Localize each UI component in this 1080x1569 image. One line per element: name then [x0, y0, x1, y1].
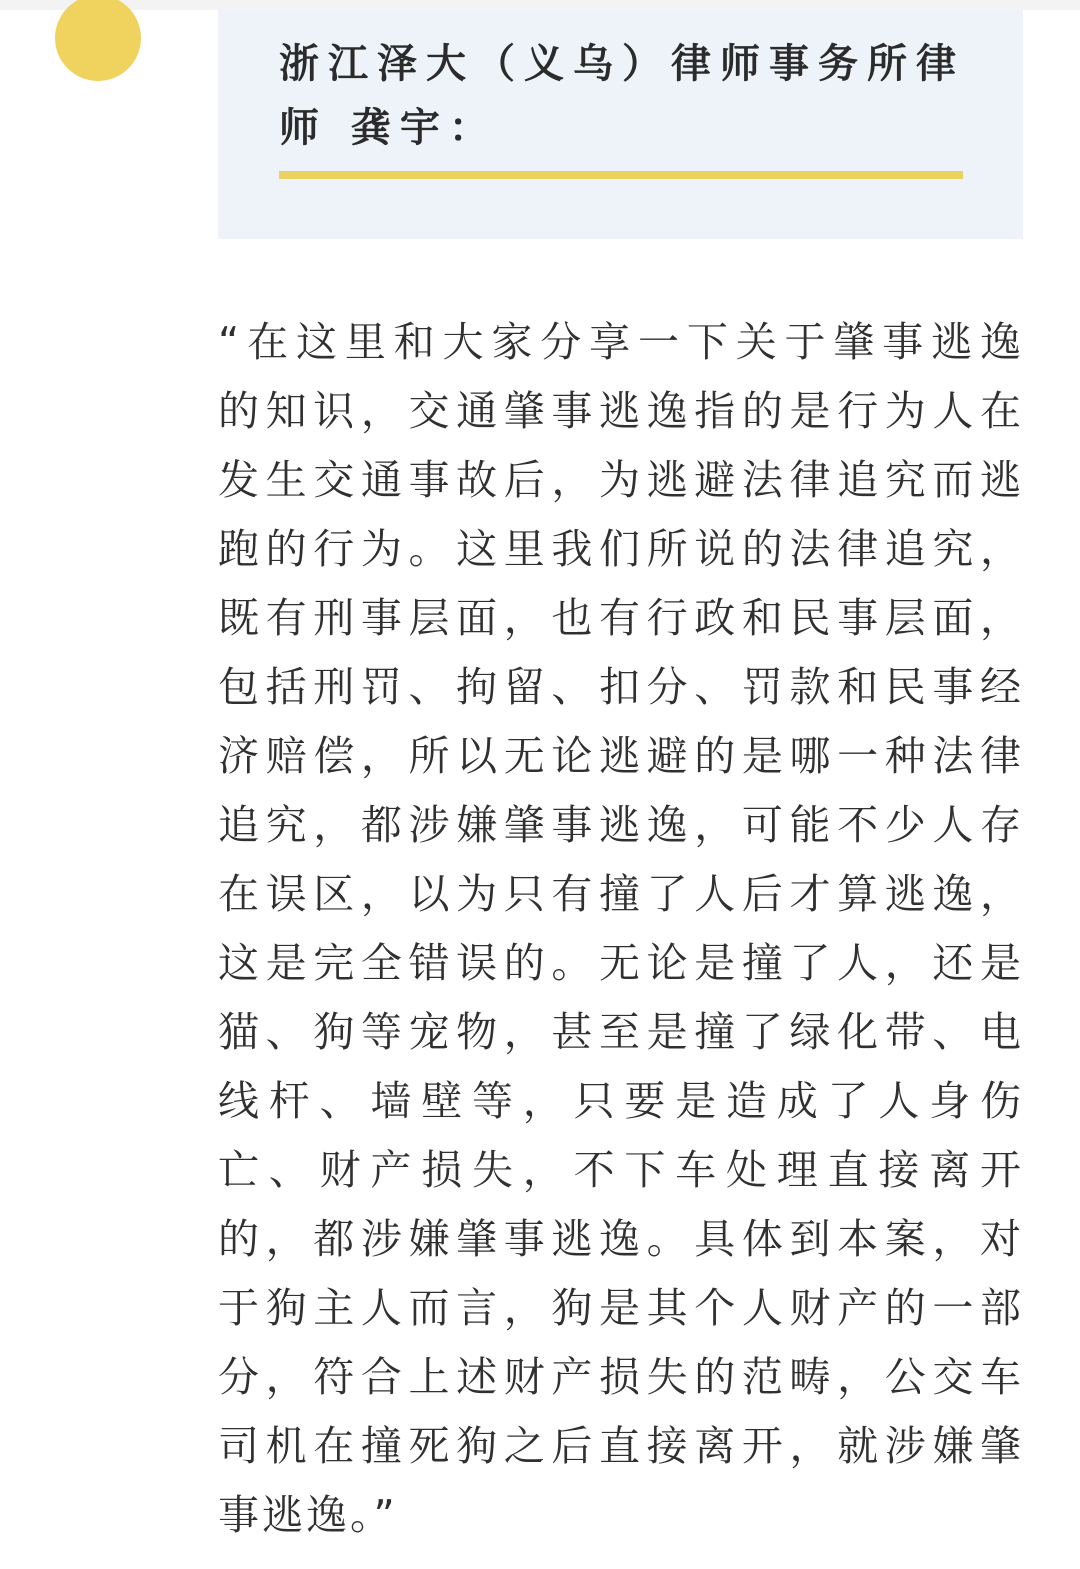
name-underline — [279, 171, 963, 179]
quote-line: 线杆、墙壁等，只要是造成了人身伤 — [218, 1077, 1024, 1125]
quote-line: 亡、财产损失，不下车处理直接离开 — [218, 1146, 1024, 1194]
decorative-circle — [55, 0, 141, 81]
quote-line: 的，都涉嫌肇事逃逸。具体到本案，对 — [218, 1215, 1024, 1263]
quote-line: 追究，都涉嫌肇事逃逸，可能不少人存 — [218, 801, 1024, 849]
quote-line: 在误区，以为只有撞了人后才算逃逸， — [218, 870, 1024, 918]
quote-line: 跑的行为。这里我们所说的法律追究， — [218, 525, 1024, 573]
speaker-name — [279, 32, 979, 160]
quote-line: 发生交通事故后，为逃避法律追究而逃 — [218, 456, 1024, 504]
top-edge — [0, 0, 1080, 10]
speaker-card — [218, 10, 1023, 239]
quote-line: “在这里和大家分享一下关于肇事逃逸 — [218, 318, 1024, 366]
quote-line: 分，符合上述财产损失的范畴，公交车 — [218, 1353, 1024, 1401]
quote-line: 包括刑罚、拘留、扣分、罚款和民事经 — [218, 663, 1024, 711]
quote-paragraph — [218, 308, 1024, 1550]
quote-line: 于狗主人而言，狗是其个人财产的一部 — [218, 1284, 1024, 1332]
quote-line: 的知识，交通肇事逃逸指的是行为人在 — [218, 387, 1024, 435]
quote-line: 既有刑事层面，也有行政和民事层面， — [218, 594, 1024, 642]
quote-line: 这是完全错误的。无论是撞了人，还是 — [218, 939, 1024, 987]
speaker-name-line-1: 浙江泽大（义乌）律师事务所律 — [279, 41, 965, 87]
speaker-name-line-2: 师 龚宇： — [279, 105, 498, 151]
quote-line: 司机在撞死狗之后直接离开，就涉嫌肇 — [218, 1422, 1024, 1470]
quote-line: 济赔偿，所以无论逃避的是哪一种法律 — [218, 732, 1024, 780]
quote-line: 猫、狗等宠物，甚至是撞了绿化带、电 — [218, 1008, 1024, 1056]
quote-line: 事逃逸。” — [218, 1491, 398, 1539]
